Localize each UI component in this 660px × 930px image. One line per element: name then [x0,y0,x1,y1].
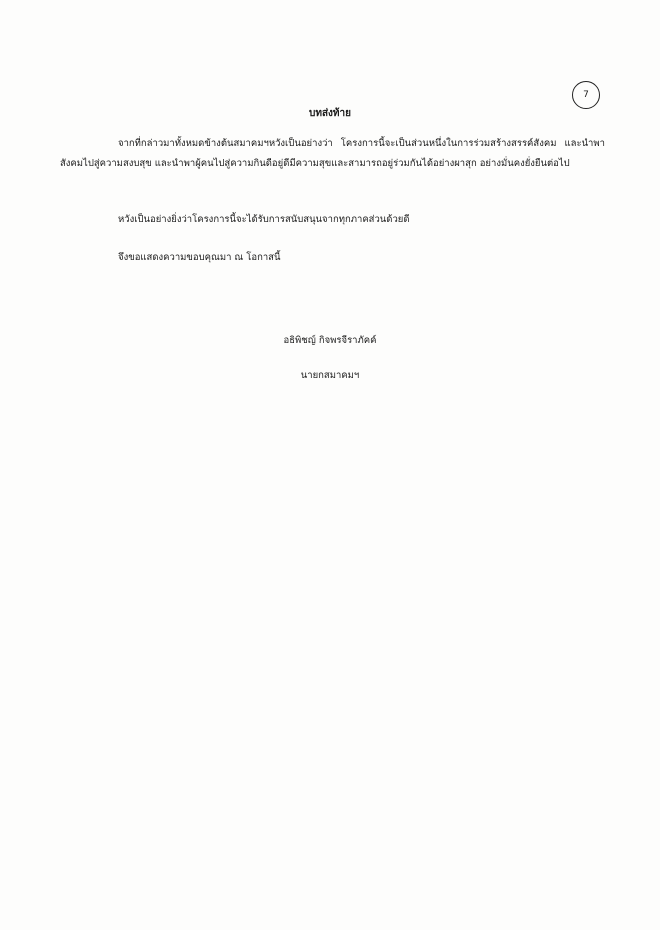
section-title: บทส่งท้าย [309,108,351,119]
support-paragraph: หวังเป็นอย่างยิ่งว่าโครงการนี้จะได้รับการสนับสนุนจากทุกภาคส่วนด้วยดี [118,214,410,225]
page-number-badge: 7 [572,81,600,109]
signer-name: อธิพิชญ์ กิจพรจีราภัคค์ [283,335,377,346]
closing-paragraph: จากที่กล่าวมาทั้งหมดข้างต้นสมาคมฯหวังเป็นอย่างว่า โครงการนี้จะเป็นส่วนหนึ่งในการร่วมสร้างสรรค์สังคม และนำพาสังคมไปสู่ความสงบสุข และนำพาผู้คนไปสู่ความกินดีอยู่ดีมีความสุขและสามารถอยู่ร่วมกันได้อย่างผาสุก อย่างมั่นคงยั่งยืนต่อไป [60,138,605,169]
thanks-paragraph: จึงขอแสดงความขอบคุณมา ณ โอกาสนี้ [118,252,281,263]
signer-title: นายกสมาคมฯ [300,370,360,381]
